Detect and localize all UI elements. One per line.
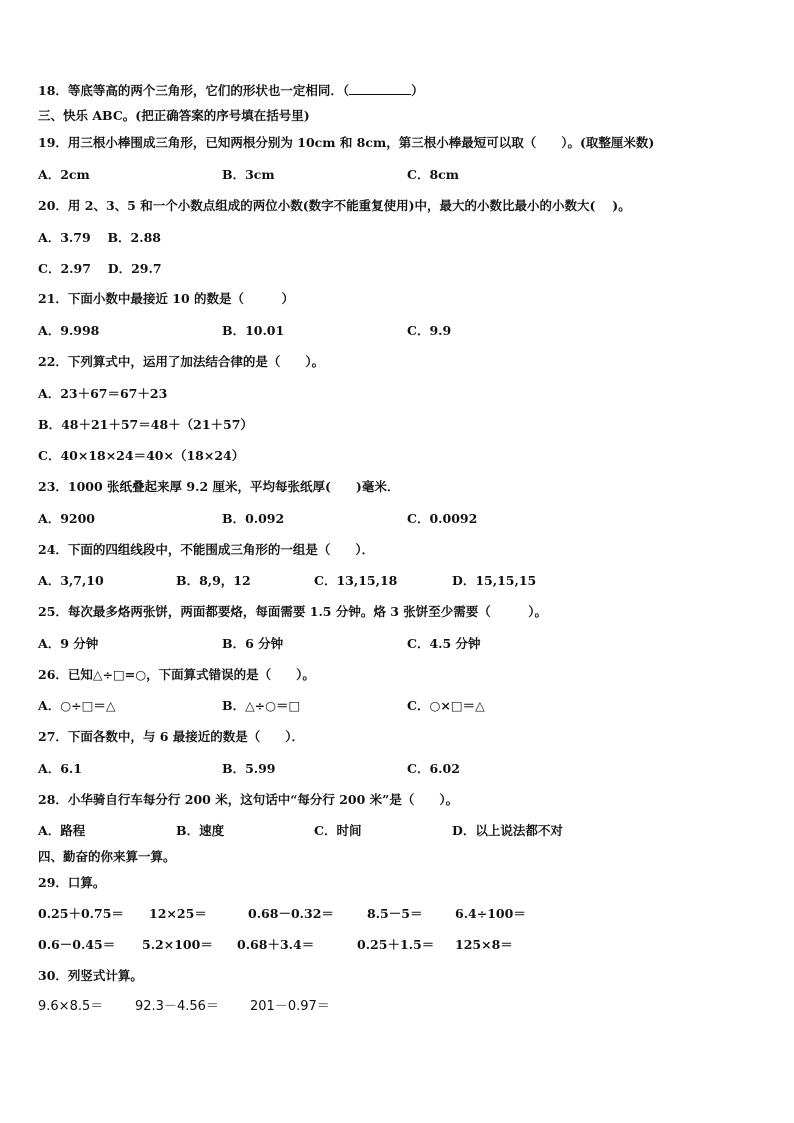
question-18-text: 18．等底等高的两个三角形，它们的形状也一定相同．（ — [38, 83, 350, 98]
question-18 — [38, 83, 424, 99]
option-b: B．△÷○＝□ — [222, 698, 301, 713]
question-18-end: ） — [411, 83, 424, 98]
option-cd: C．2.97 D．29.7 — [38, 261, 162, 276]
oral-item: 5.2×100＝ — [142, 937, 213, 952]
question-19: 19．用三根小棒围成三角形，已知两根分别为 10cm 和 8cm，第三根小棒最短可以取（ ）。(取整厘米数) — [38, 135, 655, 150]
option-b: B．48＋21＋57＝48＋（21＋57） — [38, 417, 253, 432]
option-a: A．9.998 — [38, 323, 100, 338]
question-20: 20．用 2、3、5 和一个小数点组成的两位小数(数字不能重复使用)中，最大的小数比最小的小数大( )。 — [38, 198, 631, 213]
section-3-heading: 三、快乐 ABC。(把正确答案的序号填在括号里) — [38, 108, 310, 123]
question-28: 28．小华骑自行车每分行 200 米，这句话中“每分行 200 米”是（ ）。 — [38, 792, 459, 807]
option-a: A．路程 — [38, 823, 86, 838]
oral-item: 8.5－5＝ — [367, 906, 423, 921]
question-22: 22．下列算式中，运用了加法结合律的是（ ）。 — [38, 354, 325, 369]
option-d: D．以上说法都不对 — [452, 823, 563, 838]
option-a: A．2cm — [38, 167, 90, 182]
option-b: B．6 分钟 — [222, 636, 284, 651]
option-a: A．6.1 — [38, 761, 82, 776]
option-a: A．9200 — [38, 511, 95, 526]
option-b: B．10.01 — [222, 323, 285, 338]
option-c: C．8cm — [407, 167, 459, 182]
vertical-item: 9.6×8.5＝ — [38, 999, 104, 1014]
option-b: B．5.99 — [222, 761, 276, 776]
option-b: B．3cm — [222, 167, 275, 182]
option-a: A．○÷□＝△ — [38, 698, 116, 713]
question-25: 25．每次最多烙两张饼，两面都要烙，每面需要 1.5 分钟。烙 3 张饼至少需要（ ）。 — [38, 604, 547, 619]
option-c: C．○×□＝△ — [407, 698, 485, 713]
option-a: A．23＋67＝67＋23 — [38, 386, 168, 401]
section-4-heading: 四、勤奋的你来算一算。 — [38, 849, 176, 864]
oral-item: 0.68＋3.4＝ — [237, 937, 315, 952]
oral-item: 0.25＋1.5＝ — [357, 937, 435, 952]
oral-item: 0.68－0.32＝ — [248, 906, 334, 921]
option-a: A．3,7,10 — [38, 573, 104, 588]
oral-item: 0.6－0.45＝ — [38, 937, 116, 952]
option-c: C．4.5 分钟 — [407, 636, 481, 651]
oral-item: 12×25＝ — [149, 906, 207, 921]
answer-blank — [349, 83, 411, 95]
option-c: C．13,15,18 — [314, 573, 398, 588]
vertical-item: 92.3－4.56＝ — [135, 999, 219, 1014]
option-b: B．8,9，12 — [176, 573, 251, 588]
oral-item: 125×8＝ — [455, 937, 513, 952]
option-a: A．9 分钟 — [38, 636, 99, 651]
question-26: 26．已知△÷□=○，下面算式错误的是（ ）。 — [38, 667, 315, 682]
question-29: 29．口算。 — [38, 875, 106, 890]
option-b: B．0.092 — [222, 511, 285, 526]
vertical-item: 201－0.97＝ — [250, 999, 330, 1014]
question-30: 30．列竖式计算。 — [38, 968, 143, 983]
question-23: 23．1000 张纸叠起来厚 9.2 厘米，平均每张纸厚( )毫米． — [38, 479, 400, 494]
option-c: C．9.9 — [407, 323, 452, 338]
option-c: C．时间 — [314, 823, 362, 838]
question-27: 27．下面各数中，与 6 最接近的数是（ ）． — [38, 729, 305, 744]
question-24: 24．下面的四组线段中，不能围成三角形的一组是（ ）． — [38, 542, 375, 557]
option-b: B．速度 — [176, 823, 225, 838]
question-21: 21．下面小数中最接近 10 的数是（ ） — [38, 291, 294, 306]
option-c: C．6.02 — [407, 761, 460, 776]
oral-item: 0.25＋0.75＝ — [38, 906, 124, 921]
option-d: D．15,15,15 — [452, 573, 537, 588]
option-c: C．0.0092 — [407, 511, 478, 526]
option-ab: A．3.79 B．2.88 — [38, 230, 162, 245]
option-c: C．40×18×24＝40×（18×24） — [38, 448, 245, 463]
oral-item: 6.4÷100＝ — [455, 906, 526, 921]
